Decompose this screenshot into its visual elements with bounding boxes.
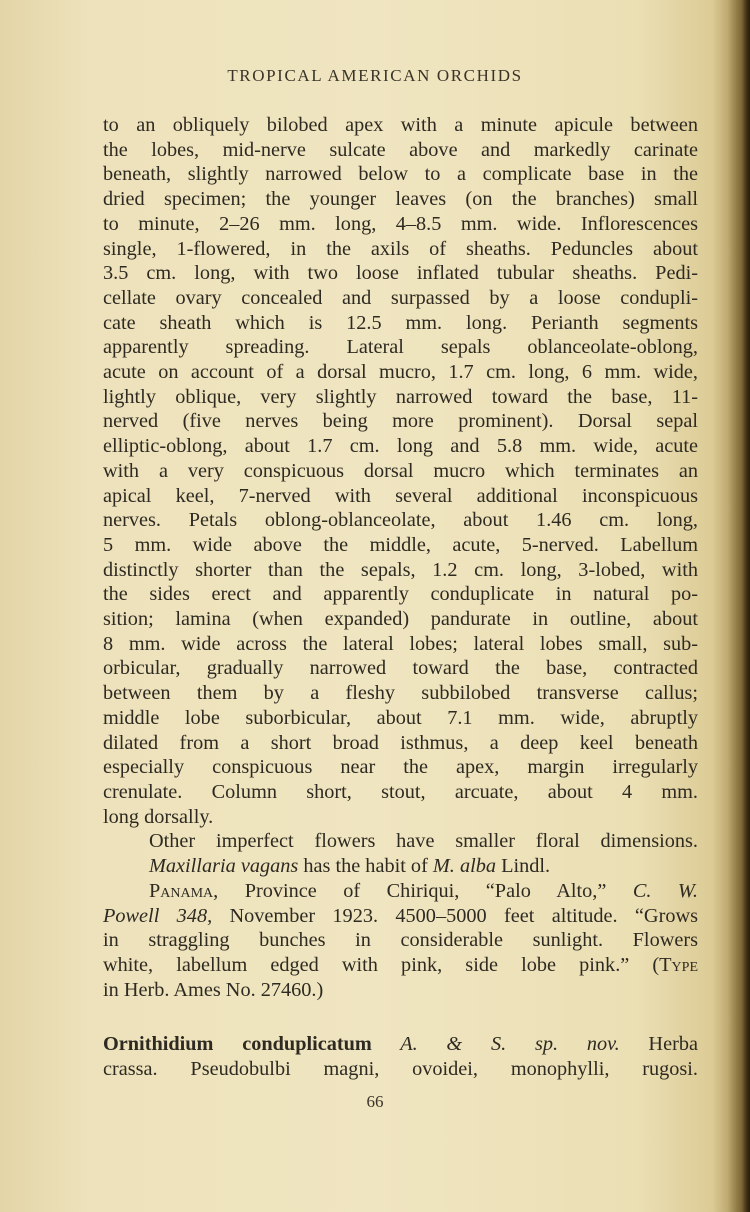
latin-description-line: crassa. Pseudobulbi magni, ovoidei, monophylli, rugosi. — [103, 1058, 698, 1081]
text-line: cellate ovary concealed and surpassed by a loose condupli- — [103, 286, 698, 309]
text-line: beneath, slightly narrowed below to a complicate base in the — [103, 163, 698, 186]
text-line: the sides erect and apparently conduplicate in natural po- — [103, 583, 698, 606]
text-line: single, 1-flowered, in the axils of sheaths. Peduncles about — [103, 237, 698, 260]
text-line: apparently spreading. Lateral sepals oblanceolate-oblong, — [103, 336, 698, 359]
species-name: M. alba — [432, 855, 496, 878]
specimen-line-4 — [103, 953, 698, 978]
text-line: orbicular, gradually narrowed toward the base, contracted — [103, 657, 698, 680]
description-paragraph — [103, 113, 698, 829]
type-label: Type — [659, 953, 698, 976]
specimen-line-1 — [103, 879, 698, 904]
text-line: lightly oblique, very slightly narrowed toward the base, 11- — [103, 385, 698, 408]
text-line: cate sheath which is 12.5 mm. long. Perianth segments — [103, 311, 698, 334]
running-header: TROPICAL AMERICAN ORCHIDS — [227, 66, 523, 85]
text-line: dilated from a short broad isthmus, a deep keel beneath — [103, 731, 698, 754]
country-name: Panama — [149, 879, 214, 902]
text-line: 3.5 cm. long, with two loose inflated tubular sheaths. Pedi- — [103, 262, 698, 285]
paragraph-habit — [103, 854, 698, 879]
page-edge-shadow — [728, 0, 750, 1212]
text-line: to an obliquely bilobed apex with a minute apicule between — [103, 114, 698, 136]
new-species-heading — [103, 1032, 698, 1057]
species-title: Ornithidium conduplicatum — [103, 1033, 372, 1056]
text-line: 8 mm. wide across the lateral lobes; lateral lobes small, sub- — [103, 632, 698, 655]
paragraph-imperfect-flowers: Other imperfect flowers have smaller floral dimensions. — [149, 830, 698, 853]
date-altitude-text: November 1923. 4500–5000 feet altitude. “Grows — [212, 904, 698, 927]
text-line: elliptic-oblong, about 1.7 cm. long and 5.8 mm. wide, acute — [103, 435, 698, 458]
text-line: with a very conspicuous dorsal mucro which terminates an — [103, 459, 698, 482]
author-text: Lindl. — [496, 855, 551, 878]
page-number: 66 — [366, 1092, 384, 1111]
text-line: the lobes, mid-nerve sulcate above and markedly carinate — [103, 138, 698, 161]
text-line: long dorsally. — [103, 805, 214, 828]
locality-text: , Province of Chiriqui, “Palo Alto,” — [213, 879, 633, 902]
flower-note-text: white, labellum edged with pink, side lobe pink.” ( — [103, 953, 660, 976]
text-line: acute on account of a dorsal mucro, 1.7 cm. long, 6 mm. wide, — [103, 361, 698, 384]
page-body — [103, 113, 698, 1082]
text-line: between them by a fleshy subbilobed transverse callus; — [103, 682, 698, 705]
text-line: to minute, 2–26 mm. long, 4–8.5 mm. wide. Inflorescences — [103, 212, 698, 235]
collector-number: Powell 348, — [103, 904, 213, 927]
species-authority: A. & S. sp. nov. — [371, 1033, 620, 1056]
text-line: nerved (five nerves being more prominent). Dorsal sepal — [103, 410, 698, 433]
text-line: 5 mm. wide above the middle, acute, 5-nerved. Labellum — [103, 533, 698, 556]
text-line: middle lobe suborbicular, about 7.1 mm. wide, abruptly — [103, 706, 698, 729]
habit-text: has the habit of — [298, 855, 433, 878]
specimen-line-3: in straggling bunches in considerable sunlight. Flowers — [103, 929, 698, 952]
text-line: crenulate. Column short, stout, arcuate, about 4 mm. — [103, 780, 698, 803]
section-gap — [103, 1002, 698, 1032]
species-name: Maxillaria vagans — [149, 855, 299, 878]
specimen-line-5: in Herb. Ames No. 27460.) — [103, 978, 324, 1001]
text-line: distinctly shorter than the sepals, 1.2 cm. long, 3-lobed, with — [103, 558, 698, 581]
text-line: especially conspicuous near the apex, margin irregularly — [103, 756, 698, 779]
collector-name: C. W. — [632, 879, 698, 902]
text-line: dried specimen; the younger leaves (on the branches) small — [103, 188, 698, 211]
latin-text-start: Herba — [619, 1033, 698, 1056]
text-line: nerves. Petals oblong-oblanceolate, about 1.46 cm. long, — [103, 509, 698, 532]
specimen-line-2 — [103, 904, 698, 929]
text-line: sition; lamina (when expanded) pandurate in outline, about — [103, 608, 698, 631]
text-line: apical keel, 7-nerved with several additional inconspicuous — [103, 484, 698, 507]
